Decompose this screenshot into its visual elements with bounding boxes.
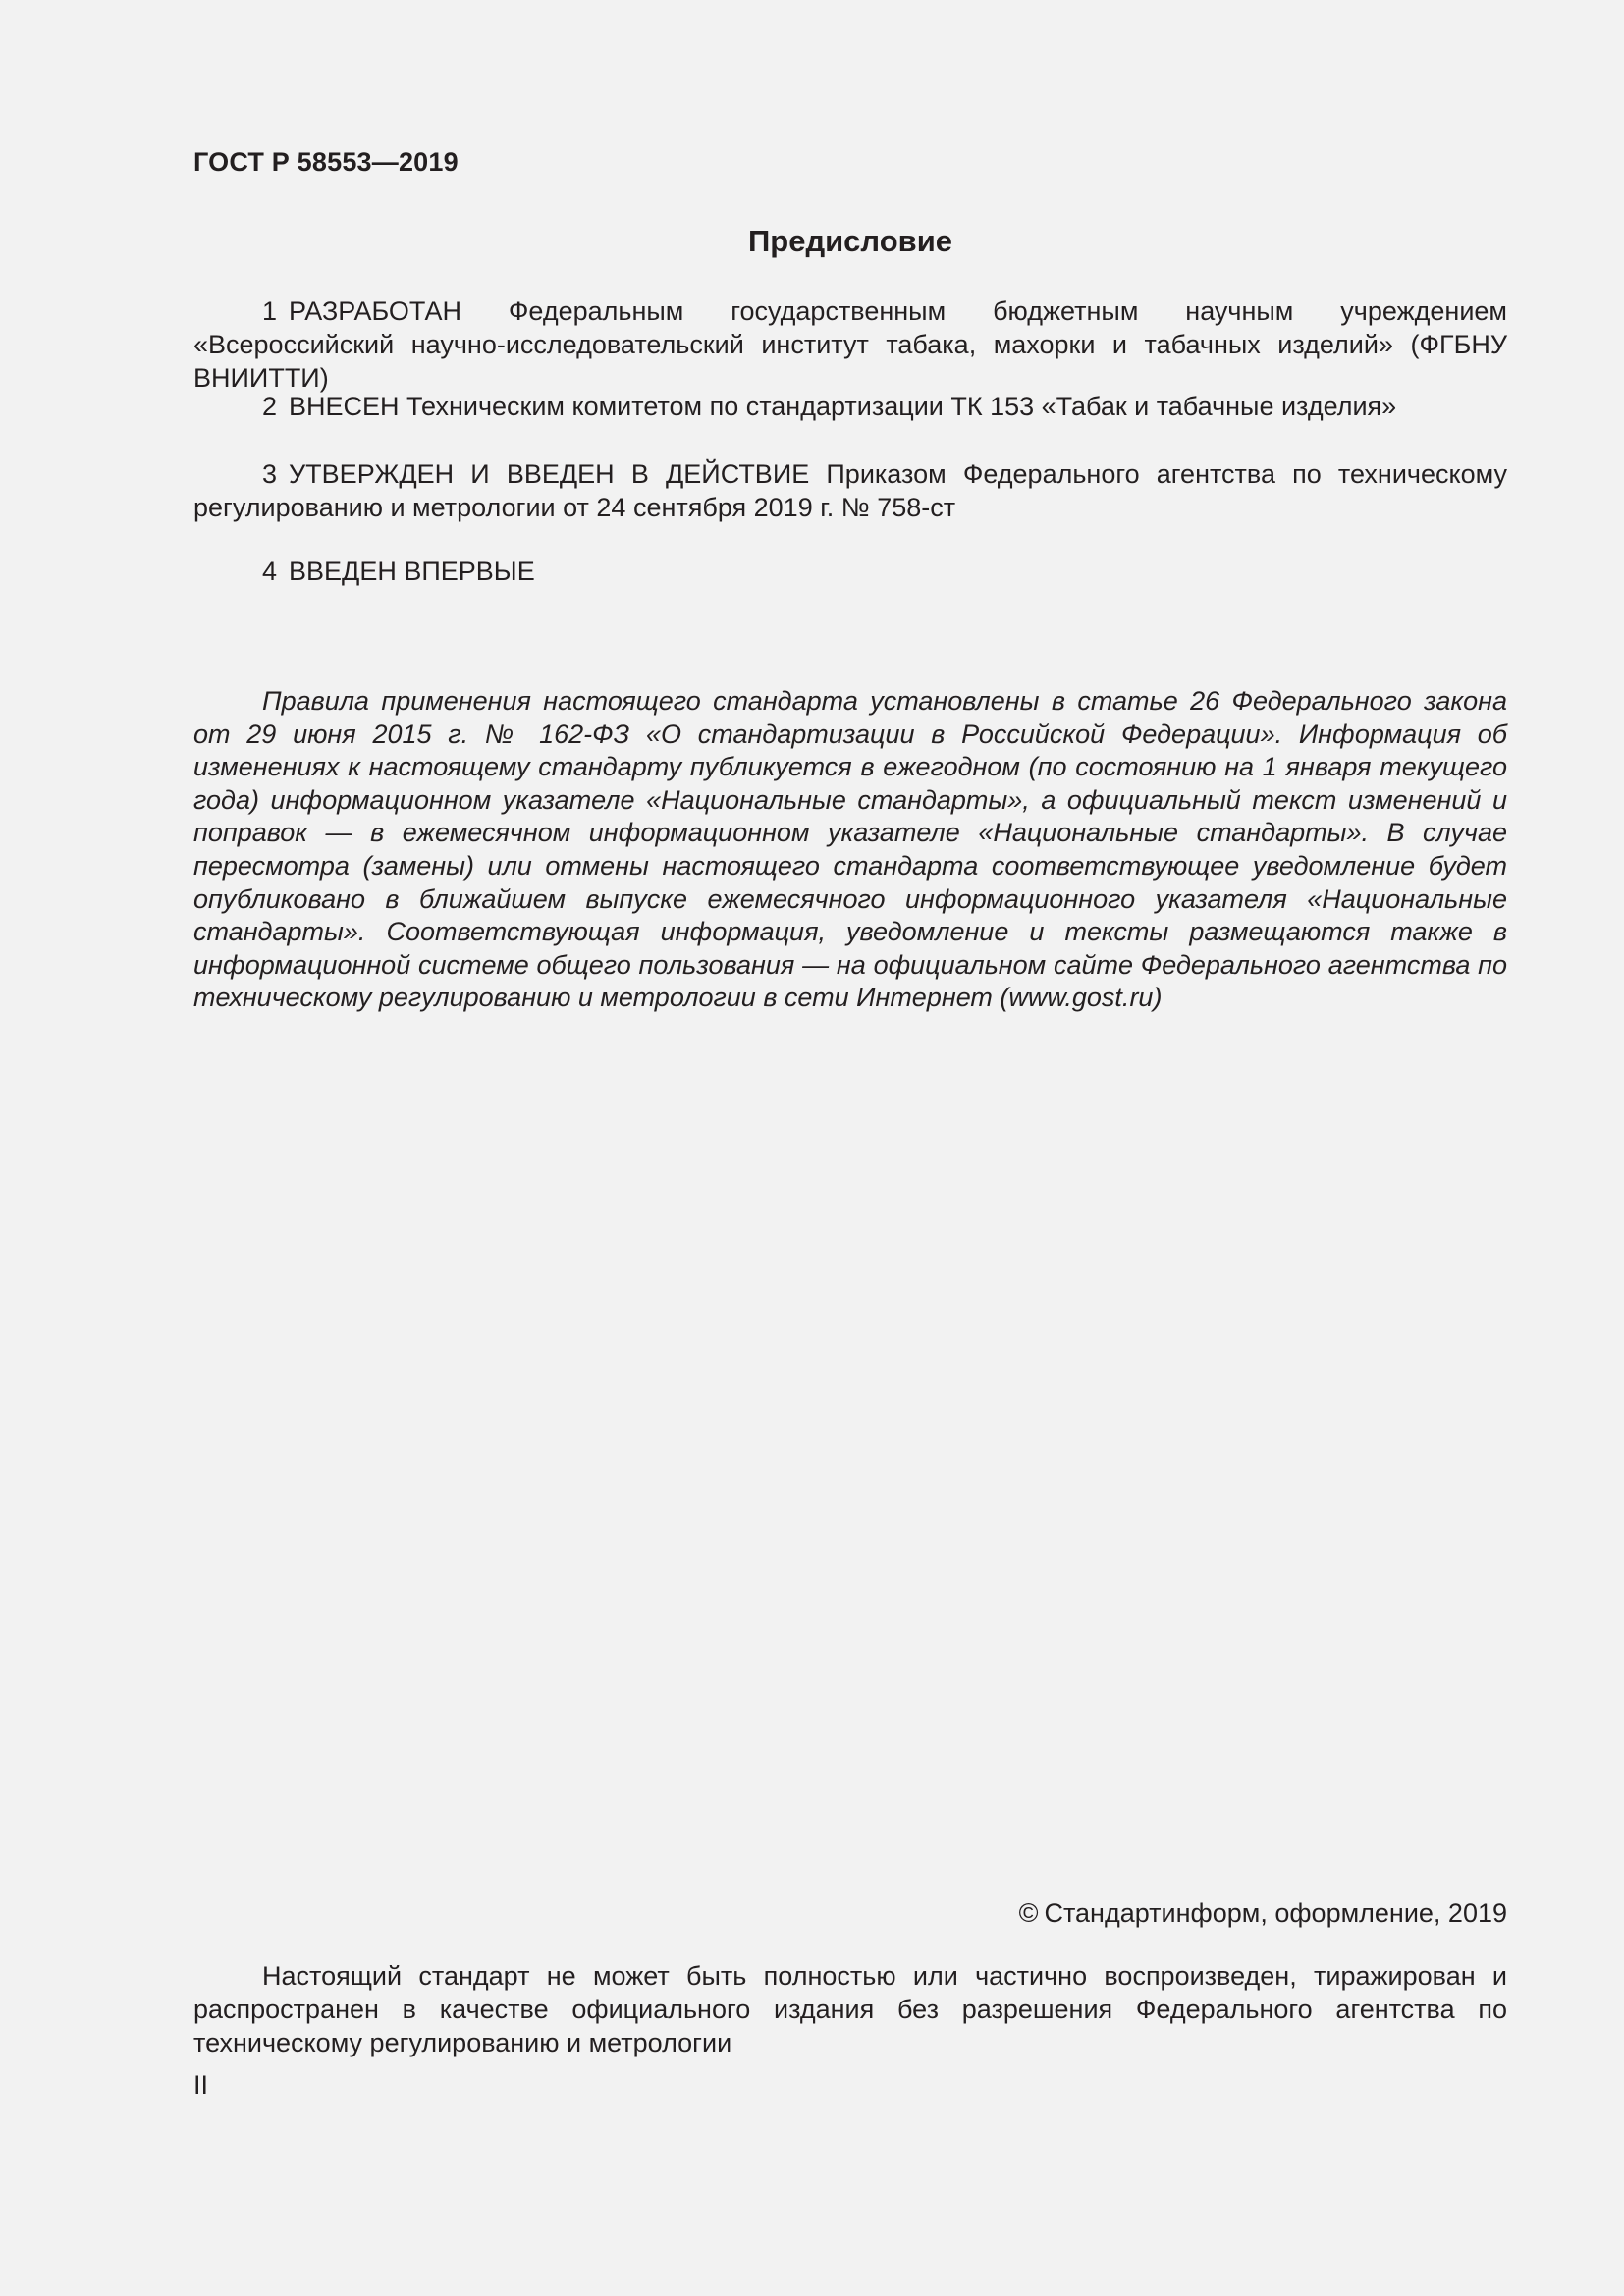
foreword-item-number: 2 bbox=[262, 392, 278, 421]
foreword-title: Предисловие bbox=[747, 224, 952, 258]
foreword-item-number: 4 bbox=[262, 557, 278, 586]
foreword-item-text: УТВЕРЖДЕН И ВВЕДЕН В ДЕЙСТВИЕ Приказом Федерального агентства по техническому регулированию и метрологии от 24 сентября 2019 г. № 758-ст bbox=[193, 459, 1507, 522]
foreword-item-text: ВВЕДЕН ВПЕРВЫЕ bbox=[289, 557, 535, 586]
foreword-item-2 bbox=[193, 390, 1507, 423]
reproduction-notice: Настоящий стандарт не может быть полностью или частично воспроизведен, тиражирован и распространен в качестве официального издания без разрешения Федерального агентства по техническому регулированию и метрологии bbox=[193, 1961, 1507, 2057]
document-code-header: ГОСТ Р 58553—2019 bbox=[193, 147, 459, 177]
foreword-item-1 bbox=[193, 294, 1507, 395]
foreword-item-3 bbox=[193, 457, 1507, 524]
copyright-text: Стандартинформ, оформление, 2019 bbox=[1044, 1898, 1507, 1928]
foreword-item-4 bbox=[193, 555, 1507, 588]
page-number: II bbox=[193, 2070, 209, 2100]
foreword-item-text: РАЗРАБОТАН Федеральным государственным бюджетным научным учреждением «Всероссийский научно-исследовательский институт табака, махорки и табачных изделий» (ФГБНУ ВНИИТТИ) bbox=[193, 296, 1507, 393]
foreword-item-number: 1 bbox=[262, 296, 278, 326]
foreword-item-text: ВНЕСЕН Техническим комитетом по стандартизации ТК 153 «Табак и табачные изделия» bbox=[289, 392, 1397, 421]
foreword-item-number: 3 bbox=[262, 459, 278, 489]
document-page bbox=[193, 0, 1507, 2296]
application-rules-paragraph: Правила применения настоящего стандарта установлены в статье 26 Федерального закона от 29 июня 2015 г. № 162-ФЗ «О стандартизации в Российской Федерации». Информация об изменениях к настоящему стандарту публикуется в ежегодном (по состоянию на 1 января текущего года) информационном указателе «Национальные стандарты», а официальный текст изменений и поправок — в ежемесячном информационном указателе «Национальные стандарты». В случае пересмотра (замены) или отмены настоящего стандарта соответствующее уведомление будет опубликовано в ближайшем выпуске ежемесячного информационного указателя «Национальные стандарты». Соответствующая информация, уведомление и тексты размещаются также в информационной системе общего пользования — на официальном сайте Федерального агентства по техническому регулированию и метрологии в сети Интернет (www.gost.ru) bbox=[193, 686, 1507, 1013]
copyright-icon: © bbox=[1018, 1898, 1039, 1928]
copyright-line bbox=[1019, 1896, 1507, 1930]
